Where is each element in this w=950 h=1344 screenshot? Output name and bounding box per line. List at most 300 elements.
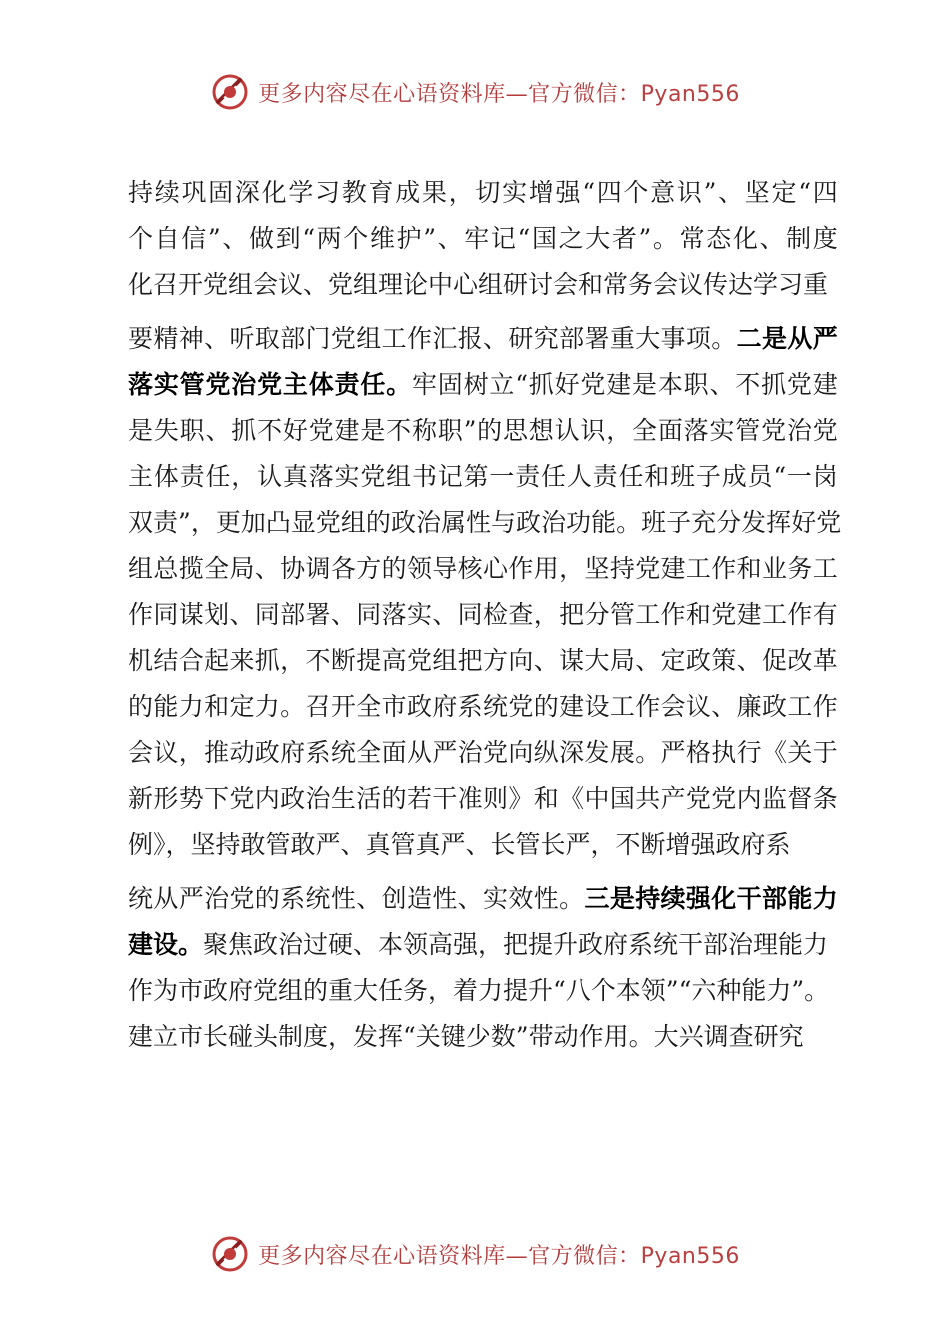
body-char: 门 <box>305 324 331 353</box>
body-char: 称 <box>411 416 437 445</box>
body-char: 署 <box>305 600 331 629</box>
body-char: 管 <box>735 416 761 445</box>
body-char: 显 <box>290 508 316 537</box>
body-char: ， <box>178 738 204 767</box>
body-char: 真 <box>282 462 308 491</box>
body-char: 总 <box>153 554 179 583</box>
body-char: 政 <box>280 784 306 813</box>
body-char: 全 <box>356 738 382 767</box>
body-char: 严 <box>660 738 686 767</box>
body-char: 立 <box>489 370 515 399</box>
body-char: 、 <box>635 646 661 675</box>
body-char: 下 <box>204 784 230 813</box>
body-char: 统 <box>330 738 356 767</box>
body-char: 高 <box>381 646 407 675</box>
body-char: 双 <box>128 508 154 537</box>
bold-heading-char: 三 <box>584 884 610 913</box>
body-char: 果 <box>421 178 447 207</box>
body-char: 作 <box>406 324 432 353</box>
body-char: 领 <box>406 554 432 583</box>
body-char: 深 <box>234 178 260 207</box>
body-char: 定 <box>660 646 686 675</box>
body-char: 方 <box>356 554 382 583</box>
bold-heading-char: 任 <box>360 370 386 399</box>
body-char: 任 <box>541 462 567 491</box>
body-char: 建 <box>606 370 632 399</box>
body-char: 与 <box>491 508 517 537</box>
body-char: 持 <box>128 178 154 207</box>
body-char: 、 <box>432 600 458 629</box>
body-char: 四 <box>596 178 622 207</box>
body-char: 党 <box>330 324 356 353</box>
body-char: 重 <box>609 324 635 353</box>
body-char: 建 <box>812 370 838 399</box>
body-char: 党 <box>635 554 661 583</box>
body-char: 作 <box>787 600 813 629</box>
text-line <box>128 216 838 262</box>
body-char: 成 <box>721 462 747 491</box>
body-char: 系 <box>457 692 483 721</box>
bold-heading-char: 干 <box>736 884 762 913</box>
body-char: 切 <box>475 178 501 207</box>
body-char: 好 <box>554 370 580 399</box>
body-char: 效 <box>508 884 534 913</box>
body-char: 有 <box>812 600 838 629</box>
body-char: 局 <box>609 646 635 675</box>
body-char: 职 <box>683 370 709 399</box>
body-char: 职 <box>179 416 205 445</box>
body-char: 执 <box>711 738 737 767</box>
body-char: 党 <box>812 416 838 445</box>
body-char: 主 <box>128 462 154 491</box>
body-char: 发 <box>584 738 610 767</box>
body-char: ， <box>448 178 474 207</box>
body-char: 、 <box>205 416 231 445</box>
body-char: 党 <box>761 416 787 445</box>
body-char: 识 <box>676 178 702 207</box>
body-char: ， <box>606 416 632 445</box>
body-char: 用 <box>533 554 559 583</box>
body-char: 定 <box>229 692 255 721</box>
body-char: 市 <box>381 692 407 721</box>
body-char: 认 <box>257 462 283 491</box>
body-char: 把 <box>457 646 483 675</box>
body-char: 究 <box>533 324 559 353</box>
body-char: 党 <box>711 784 737 813</box>
body-char: 性 <box>465 508 491 537</box>
body-char: 属 <box>440 508 466 537</box>
body-char: 产 <box>660 784 686 813</box>
body-char: 凸 <box>265 508 291 537</box>
body-char: 成 <box>395 178 421 207</box>
body-char: 落 <box>683 416 709 445</box>
body-char: 部 <box>280 324 306 353</box>
body-char: 党 <box>711 600 737 629</box>
body-char: 。 <box>652 224 678 253</box>
body-char: 统 <box>305 884 331 913</box>
body-char: 抓 <box>231 416 257 445</box>
body-char: 不 <box>386 416 412 445</box>
body-char: 新 <box>128 784 154 813</box>
text-line <box>128 546 838 592</box>
body-char: 严 <box>178 884 204 913</box>
body-char: 信 <box>181 224 207 253</box>
body-char: 作 <box>635 692 661 721</box>
body-char: 党 <box>816 508 842 537</box>
body-char: 同 <box>356 600 382 629</box>
body-char: 和 <box>533 784 559 813</box>
body-char: 大 <box>584 646 610 675</box>
body-char: 第 <box>463 462 489 491</box>
body-char: 常 <box>679 224 705 253</box>
body-char: 认 <box>554 416 580 445</box>
body-char: 督 <box>787 784 813 813</box>
body-char: 功 <box>566 508 592 537</box>
body-char: 国 <box>609 784 635 813</box>
body-char: 建 <box>736 600 762 629</box>
body-char: 治 <box>415 508 441 537</box>
body-char: 个 <box>128 224 154 253</box>
body-char: 起 <box>204 646 230 675</box>
body-char: 分 <box>716 508 742 537</box>
body-char: 好 <box>282 416 308 445</box>
body-char: 合 <box>178 646 204 675</box>
text-line <box>128 638 838 684</box>
bold-heading-char: 是 <box>609 884 635 913</box>
body-char: 中 <box>584 784 610 813</box>
body-char: 业 <box>761 554 787 583</box>
text-line <box>128 684 838 730</box>
body-char: 促 <box>761 646 787 675</box>
body-char: 心 <box>483 554 509 583</box>
body-char: 责 <box>179 462 205 491</box>
watermark-text: 更多内容尽在心语资料库—官方微信：Pyan556 <box>258 81 740 107</box>
body-char: 思 <box>502 416 528 445</box>
body-char: 革 <box>812 646 838 675</box>
bold-heading-char: 实 <box>153 370 179 399</box>
body-char: 。 <box>559 884 585 913</box>
text-line <box>128 454 838 500</box>
body-text: 例》，坚持敢管敢严、真管真严、长管长严，不断增强政府系 <box>128 830 791 859</box>
body-char: 性 <box>533 884 559 913</box>
body-char: 一 <box>489 462 515 491</box>
body-char: 建 <box>559 692 585 721</box>
body-char: 牢 <box>411 370 437 399</box>
text-line <box>128 776 838 822</box>
body-char: 树 <box>463 370 489 399</box>
body-char: 面 <box>657 416 683 445</box>
body-char: 的 <box>477 416 503 445</box>
body-char: 》 <box>508 784 534 813</box>
watermark-text: 更多内容尽在心语资料库—官方微信：Pyan556 <box>258 1243 740 1269</box>
body-char: 部 <box>280 600 306 629</box>
body-char: 强 <box>555 178 581 207</box>
body-char: 本 <box>657 370 683 399</box>
body-char: 、 <box>204 324 230 353</box>
body-char: 机 <box>128 646 154 675</box>
body-char: 同 <box>153 600 179 629</box>
body-char: 到 <box>275 224 301 253</box>
body-char: 改 <box>787 646 813 675</box>
bold-heading-char: 强 <box>685 884 711 913</box>
body-char: 展 <box>609 738 635 767</box>
body-char: 育 <box>368 178 394 207</box>
body-char: 工 <box>761 600 787 629</box>
body-char: 研 <box>508 324 534 353</box>
body-char: 抓 <box>254 646 280 675</box>
body-char: 向 <box>508 646 534 675</box>
body-char: 度 <box>812 224 838 253</box>
body-char: 两 <box>316 224 342 253</box>
body-char: 是 <box>128 416 154 445</box>
body-char: 工 <box>787 692 813 721</box>
body-char: 工 <box>812 554 838 583</box>
bold-heading-char: 从 <box>787 324 813 353</box>
text-line <box>128 170 838 216</box>
body-char: 共 <box>635 784 661 813</box>
body-char: 会 <box>660 692 686 721</box>
body-char: 意 <box>650 178 676 207</box>
body-char: 若 <box>406 784 432 813</box>
body-char: 面 <box>381 738 407 767</box>
body-char: 组 <box>386 462 412 491</box>
body-char: 力 <box>254 692 280 721</box>
text-line <box>128 1014 838 1060</box>
body-char: ， <box>231 462 257 491</box>
body-char: 和 <box>204 692 230 721</box>
body-char: ， <box>559 554 585 583</box>
bold-heading-char: 严 <box>812 324 838 353</box>
text-line <box>128 592 838 638</box>
body-char: 协 <box>280 554 306 583</box>
body-char: 实 <box>502 178 528 207</box>
text-line <box>128 730 838 776</box>
body-char: 揽 <box>178 554 204 583</box>
body-char: 工 <box>609 692 635 721</box>
bold-heading-char: 。 <box>386 370 412 399</box>
body-char: 作 <box>660 600 686 629</box>
body-char: 造 <box>406 884 432 913</box>
body-char: 好 <box>791 508 817 537</box>
body-char: 全 <box>632 416 658 445</box>
body-char: 党 <box>229 784 255 813</box>
bold-heading-char: 能 <box>787 884 813 913</box>
body-char: 实 <box>334 462 360 491</box>
body-char: 统 <box>483 692 509 721</box>
bold-heading-char: 力 <box>812 884 838 913</box>
body-char: 政 <box>254 738 280 767</box>
body-char: ” <box>703 178 717 207</box>
body-char: 形 <box>153 784 179 813</box>
body-char: 和 <box>685 600 711 629</box>
body-char: 、 <box>330 600 356 629</box>
footer-watermark <box>0 1232 950 1276</box>
body-char: 不 <box>257 416 283 445</box>
bold-heading-char: 责 <box>334 370 360 399</box>
body-char: 会 <box>128 738 154 767</box>
body-char: 自 <box>154 224 180 253</box>
body-char: 发 <box>741 508 767 537</box>
body-char: 治 <box>305 784 331 813</box>
body-char: 、 <box>437 224 463 253</box>
body-char: 班 <box>670 462 696 491</box>
body-char: 党 <box>685 784 711 813</box>
body-char: 党 <box>786 370 812 399</box>
text-line <box>128 922 838 968</box>
body-char: 建 <box>660 554 686 583</box>
body-char: 廉 <box>736 692 762 721</box>
text-line <box>128 500 842 546</box>
body-char: 把 <box>559 600 585 629</box>
body-char: 党 <box>406 646 432 675</box>
bold-heading-char: 党 <box>257 370 283 399</box>
body-char: 学 <box>288 178 314 207</box>
body-char: 习 <box>315 178 341 207</box>
header-watermark <box>0 70 950 114</box>
body-char: 开 <box>330 692 356 721</box>
body-char: 政 <box>761 692 787 721</box>
body-char: 关 <box>787 738 813 767</box>
body-char: 势 <box>178 784 204 813</box>
body-char: 政 <box>516 508 542 537</box>
body-char: 、 <box>356 884 382 913</box>
body-char: 工 <box>381 324 407 353</box>
body-char: 、 <box>736 646 762 675</box>
body-char: “ <box>582 178 595 207</box>
body-char: 识 <box>580 416 606 445</box>
body-char: 和 <box>736 554 762 583</box>
body-char: 查 <box>508 600 534 629</box>
body-char: 推 <box>204 738 230 767</box>
body-text: 建立市长碰头制度，发挥“关键少数”带动作用。大兴调查研究 <box>128 1022 804 1051</box>
bold-heading-char: 部 <box>761 884 787 913</box>
body-char: 护 <box>396 224 422 253</box>
body-char: 设 <box>584 692 610 721</box>
body-char: 同 <box>457 600 483 629</box>
body-char: 牢 <box>464 224 490 253</box>
body-char: 活 <box>356 784 382 813</box>
body-char: 制 <box>786 224 812 253</box>
body-char: 调 <box>305 554 331 583</box>
body-char: 作 <box>508 554 534 583</box>
body-char: 子 <box>695 462 721 491</box>
body-char: 、 <box>718 178 744 207</box>
body-char: 策 <box>711 646 737 675</box>
body-char: 抓 <box>528 370 554 399</box>
bold-heading-char: 落 <box>128 370 154 399</box>
body-text: 聚焦政治过硬、本领高强，把提升政府系统干部治理能力 <box>203 930 829 959</box>
body-char: 生 <box>330 784 356 813</box>
body-char: 责 <box>515 462 541 491</box>
body-char: 书 <box>411 462 437 491</box>
body-char: 个 <box>343 224 369 253</box>
body-char: 结 <box>153 646 179 675</box>
body-char: 能 <box>591 508 617 537</box>
body-char: “ <box>798 178 811 207</box>
body-char: 记 <box>437 462 463 491</box>
body-char: 治 <box>457 738 483 767</box>
body-char: 府 <box>280 738 306 767</box>
body-char: 教 <box>341 178 367 207</box>
body-char: 、 <box>457 884 483 913</box>
body-char: 部 <box>559 324 585 353</box>
body-char: 划 <box>204 600 230 629</box>
bold-heading-char: 管 <box>179 370 205 399</box>
body-char: 条 <box>812 784 838 813</box>
body-char: 创 <box>381 884 407 913</box>
body-char: 持 <box>609 554 635 583</box>
body-char: 准 <box>457 784 483 813</box>
body-char: 干 <box>432 784 458 813</box>
body-char: 治 <box>541 508 567 537</box>
body-char: 工 <box>635 600 661 629</box>
body-char: 各 <box>330 554 356 583</box>
body-char: 组 <box>128 554 154 583</box>
body-char: 核 <box>457 554 483 583</box>
body-char: ， <box>280 646 306 675</box>
body-char: 《 <box>761 738 787 767</box>
body-char: 组 <box>356 324 382 353</box>
body-char: 谋 <box>559 646 585 675</box>
seal-logo-icon <box>210 1234 250 1274</box>
body-char: 定 <box>771 178 797 207</box>
body-char: 系 <box>280 884 306 913</box>
body-char: 充 <box>691 508 717 537</box>
body-char: 责 <box>153 508 179 537</box>
body-char: 党 <box>308 416 334 445</box>
body-char: 是 <box>360 416 386 445</box>
body-char: 、 <box>711 692 737 721</box>
body-char: 岗 <box>812 462 838 491</box>
body-char: 四 <box>812 178 838 207</box>
body-char: 挥 <box>766 508 792 537</box>
body-char: 更 <box>215 508 241 537</box>
body-char: 实 <box>483 884 509 913</box>
body-char: 作 <box>711 554 737 583</box>
body-char: 、 <box>759 224 785 253</box>
body-char: “ <box>517 224 531 253</box>
bold-heading-char: 持 <box>635 884 661 913</box>
body-char: 。 <box>616 508 642 537</box>
body-char: 之 <box>558 224 584 253</box>
body-char: 的 <box>128 692 154 721</box>
body-char: 精 <box>153 324 179 353</box>
bold-heading-char: 党 <box>205 370 231 399</box>
body-char: 坚 <box>584 554 610 583</box>
body-char: 能 <box>153 692 179 721</box>
body-char: ” <box>207 224 221 253</box>
body-char: ” <box>178 508 191 537</box>
body-char: 务 <box>787 554 813 583</box>
body-char: 治 <box>204 884 230 913</box>
body-char: 职 <box>437 416 463 445</box>
body-char: 、 <box>533 646 559 675</box>
body-char: 断 <box>330 646 356 675</box>
body-char: 国 <box>531 224 557 253</box>
body-char: 管 <box>609 600 635 629</box>
body-char: ” <box>423 224 436 253</box>
body-char: 不 <box>735 370 761 399</box>
body-char: 实 <box>709 416 735 445</box>
body-char: 提 <box>356 646 382 675</box>
body-char: 记 <box>490 224 516 253</box>
body-char: 议 <box>685 692 711 721</box>
body-char: 《 <box>559 784 585 813</box>
body-char: 政 <box>685 646 711 675</box>
body-char: 态 <box>706 224 732 253</box>
body-char: 落 <box>308 462 334 491</box>
body-char: 人 <box>566 462 592 491</box>
